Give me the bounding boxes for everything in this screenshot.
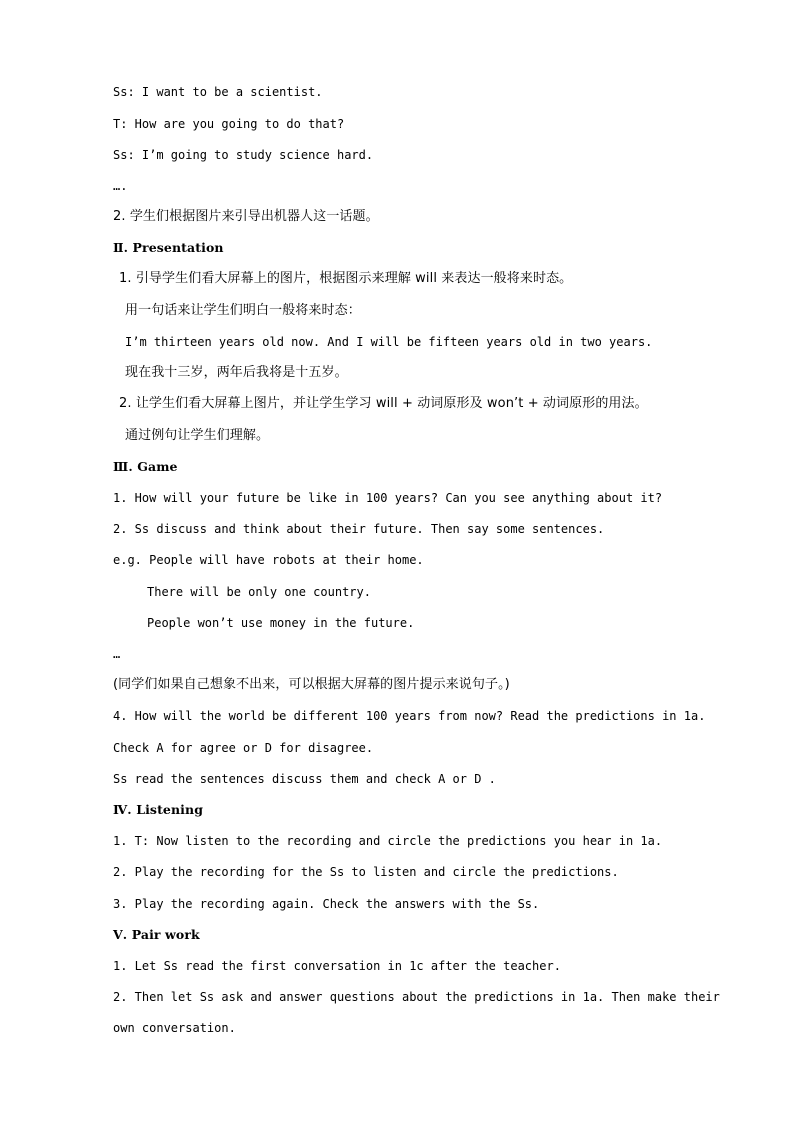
body-line: Check A for agree or D for disagree. [113, 741, 374, 755]
section-heading-pair-work: Ⅴ. Pair work [113, 927, 200, 942]
step-line: 2. 学生们根据图片来引导出机器人这一话题。 [113, 209, 379, 224]
step-line: 1. T: Now listen to the recording and circle the predictions you hear in 1a. [113, 834, 663, 848]
step-line: 2. Then let Ss ask and answer questions about the predictions in 1a. Then make their [113, 990, 720, 1004]
step-line: 3. Play the recording again. Check the answers with the Ss. [113, 897, 540, 911]
body-line: own conversation. [113, 1021, 236, 1035]
dialogue-line: Ss: I want to be a scientist. [113, 85, 323, 99]
example-line: There will be only one country. [147, 585, 371, 599]
step-line: 2. 让学生们看大屏幕上图片，并让学生学习 will + 动词原形及 won’t + 动词原形的用法。 [119, 396, 648, 411]
ellipsis-line: …. [113, 179, 128, 193]
step-line: 1. 引导学生们看大屏幕上的图片，根据图示来理解 will 来表达一般将来时态。 [119, 271, 573, 286]
section-heading-game: Ⅲ. Game [113, 459, 178, 474]
dialogue-line: Ss: I’m going to study science hard. [113, 148, 374, 162]
body-line: Ss read the sentences discuss them and check A or D . [113, 772, 496, 786]
note-line: (同学们如果自己想象不出来，可以根据大屏幕的图片提示来说句子。) [113, 677, 510, 692]
step-line: 4. How will the world be different 100 years from now? Read the predictions in 1a. [113, 709, 706, 723]
step-line: 2. Ss discuss and think about their future. Then say some sentences. [113, 522, 605, 536]
translation-line: 现在我十三岁，两年后我将是十五岁。 [125, 365, 348, 380]
ellipsis-line: … [113, 647, 121, 661]
step-line: 2. Play the recording for the Ss to listen and circle the predictions. [113, 865, 619, 879]
dialogue-line: T: How are you going to do that? [113, 117, 345, 131]
example-sentence: I’m thirteen years old now. And I will be fifteen years old in two years. [125, 335, 653, 349]
section-heading-presentation: Ⅱ. Presentation [113, 240, 224, 255]
example-line: People won’t use money in the future. [147, 616, 415, 630]
body-line: 通过例句让学生们理解。 [125, 428, 270, 443]
example-line: e.g. People will have robots at their home. [113, 553, 424, 567]
step-line: 1. How will your future be like in 100 years? Can you see anything about it? [113, 491, 663, 505]
body-line: 用一句话来让学生们明白一般将来时态： [125, 303, 361, 318]
section-heading-listening: Ⅳ. Listening [113, 802, 204, 817]
step-line: 1. Let Ss read the first conversation in 1c after the teacher. [113, 959, 561, 973]
